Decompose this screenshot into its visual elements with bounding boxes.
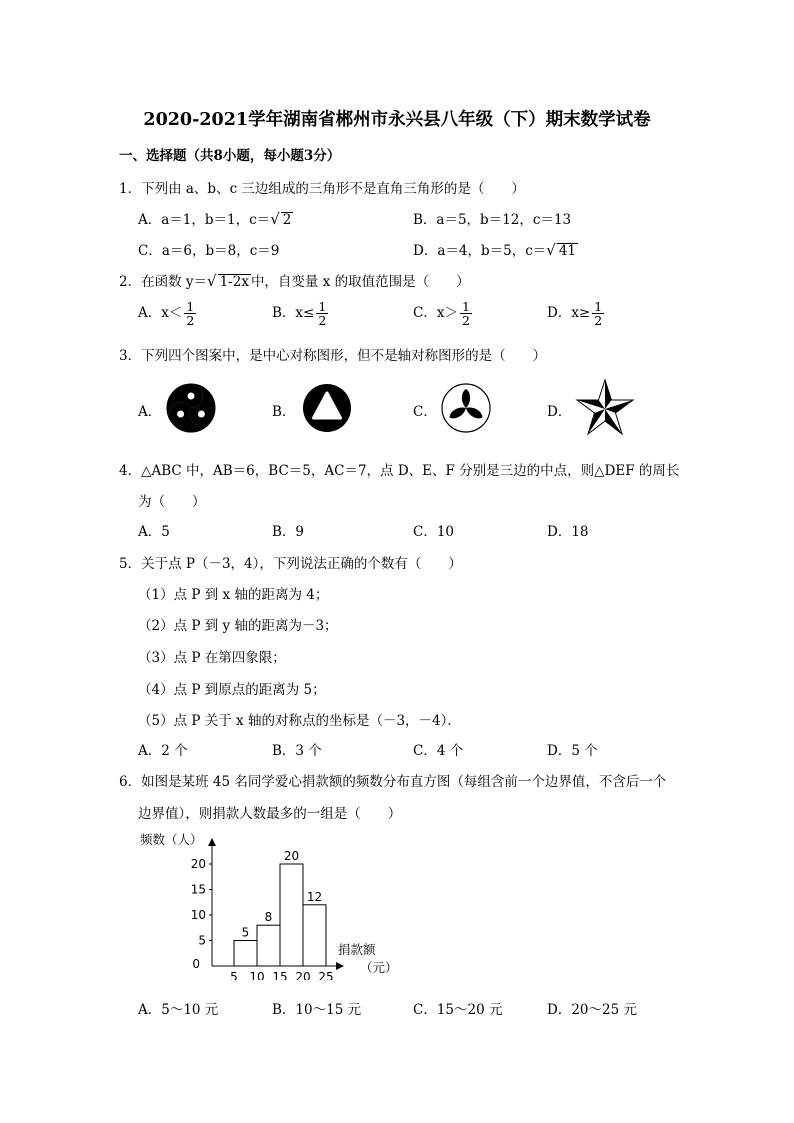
q3-option-d-label: D． [547, 404, 572, 420]
x-axis-unit: （元） [360, 960, 398, 975]
question-3-stem: 3．下列四个图案中，是中心对称图形，但不是轴对称图形的是（ ） [119, 348, 547, 364]
bar-data-label: 12 [306, 889, 323, 904]
q5-statement-2: （2）点 P 到 y 轴的距离为－3； [138, 618, 338, 634]
question-6-stem-line1: 6．如图是某班 45 名同学爱心捐款额的频数分布直方图（每组含前一个边界值，不含后一个 [119, 774, 667, 790]
fraction-denominator: 2 [461, 313, 470, 328]
question-4-stem-line1: 4．△ABC 中，AB＝6，BC＝5，AC＝7，点 D、E、F 分别是三边的中点，则△DEF 的周长 [119, 463, 680, 479]
fraction-denominator: 2 [594, 313, 603, 328]
fraction-denominator: 2 [186, 313, 195, 328]
q2-option-d [547, 300, 604, 327]
q5-option-b: B．3 个 [272, 743, 322, 759]
q2-option-a [138, 300, 196, 327]
histogram-chart [130, 828, 420, 980]
q5-option-d: D．5 个 [547, 743, 598, 759]
q2-option-d-text: D．x≥ [547, 305, 591, 321]
q6-option-c: C．15～20 元 [413, 1002, 503, 1018]
q1-option-a-radicand: 2 [282, 212, 292, 228]
three-petal-figure-c [441, 383, 491, 433]
section-heading: 一、选择题（共8小题，每小题3分） [119, 148, 341, 164]
fraction-numerator: 1 [461, 299, 470, 314]
q2-option-b-text: B．x≤ [272, 305, 315, 321]
q5-statement-1: （1）点 P 到 x 轴的距离为 4； [138, 587, 329, 603]
fraction [316, 300, 328, 327]
q2-option-c [413, 300, 472, 327]
histogram-bar [257, 925, 280, 966]
tomoe-figure-a [166, 383, 216, 433]
y-tick-label: 15 [190, 882, 206, 897]
page-title: 2020-2021学年湖南省郴州市永兴县八年级（下）期末数学试卷 [143, 110, 651, 130]
q4-option-d: D．18 [547, 524, 589, 540]
bar-data-label: 8 [264, 910, 273, 925]
q5-option-a: A．2 个 [138, 743, 188, 759]
histogram-bar [280, 864, 303, 966]
bar-data-label: 20 [283, 849, 300, 863]
q1-option-d-radicand: 41 [558, 243, 577, 259]
question-2-stem [119, 270, 470, 290]
x-tick-label: 5 [230, 970, 238, 980]
q2-option-c-text: C．x＞ [413, 305, 458, 321]
x-axis-label: 捐款额 [338, 942, 376, 957]
q1-option-a [138, 208, 293, 228]
y-tick-label: 10 [190, 908, 206, 922]
q2-option-b [272, 300, 328, 327]
q2-stem-radicand: 1-2x [219, 274, 249, 290]
radical-sign: √ [207, 272, 217, 290]
q2-option-a-text: A．x＜ [138, 305, 183, 321]
q3-option-c-label: C． [413, 404, 437, 420]
q1-option-a-text: A．a＝1，b＝1，c＝ [138, 212, 271, 228]
star-figure-d [574, 378, 636, 438]
q6-option-b: B．10～15 元 [272, 1002, 362, 1018]
circle-triangle-figure-b [302, 383, 352, 433]
fraction [184, 300, 196, 327]
y-axis-label: 频数（人） [140, 832, 203, 847]
x-tick-label: 20 [295, 970, 311, 980]
q4-option-a: A．5 [138, 524, 170, 540]
question-6-stem-line2: 边界值），则捐款人数最多的一组是（ ） [138, 806, 402, 822]
radical-sign: √ [546, 241, 556, 259]
fraction-numerator: 1 [594, 299, 603, 314]
q5-statement-4: （4）点 P 到原点的距离为 5； [138, 682, 326, 698]
fraction [460, 300, 472, 327]
bar-data-label: 5 [241, 925, 250, 940]
y-tick-label: 5 [198, 933, 206, 948]
q1-option-d [413, 239, 578, 259]
q2-stem-pre: 2．在函数 y＝ [119, 274, 208, 290]
y-tick-label: 20 [190, 857, 206, 871]
x-tick-label: 10 [249, 970, 265, 980]
radical-sign: √ [270, 210, 280, 228]
fraction [592, 300, 604, 327]
histogram-bar [234, 941, 257, 967]
x-tick-label: 25 [318, 970, 334, 980]
fraction-denominator: 2 [318, 313, 327, 328]
question-1-stem: 1．下列由 a、b、c 三边组成的三角形不是直角三角形的是（ ） [119, 181, 525, 197]
q1-option-c: C．a＝6，b＝8，c＝9 [138, 243, 280, 259]
q5-statement-5: （5）点 P 关于 x 轴的对称点的坐标是（－3，－4）． [138, 713, 461, 729]
question-4-stem-line2: 为（ ） [138, 494, 206, 510]
q4-option-b: B．9 [272, 524, 305, 540]
q5-option-c: C．4 个 [413, 743, 464, 759]
q1-option-b: B．a＝5，b＝12，c＝13 [413, 212, 572, 228]
q3-option-a-label: A． [138, 404, 162, 420]
q3-option-b-label: B． [272, 404, 296, 420]
q1-option-d-text: D．a＝4，b＝5，c＝ [413, 243, 547, 259]
q5-statement-3: （3）点 P 在第四象限； [138, 650, 286, 666]
x-tick-label: 15 [272, 970, 288, 980]
question-5-stem: 5．关于点 P（－3，4），下列说法正确的个数有（ ） [119, 556, 462, 572]
q6-option-a: A．5～10 元 [138, 1002, 219, 1018]
origin-label: 0 [192, 957, 200, 971]
fraction-numerator: 1 [318, 299, 327, 314]
q2-stem-post: 中，自变量 x 的取值范围是（ ） [250, 274, 470, 290]
fraction-numerator: 1 [186, 299, 195, 314]
histogram-bar [303, 905, 326, 966]
q6-option-d: D．20～25 元 [547, 1002, 637, 1018]
q4-option-c: C．10 [413, 524, 455, 540]
